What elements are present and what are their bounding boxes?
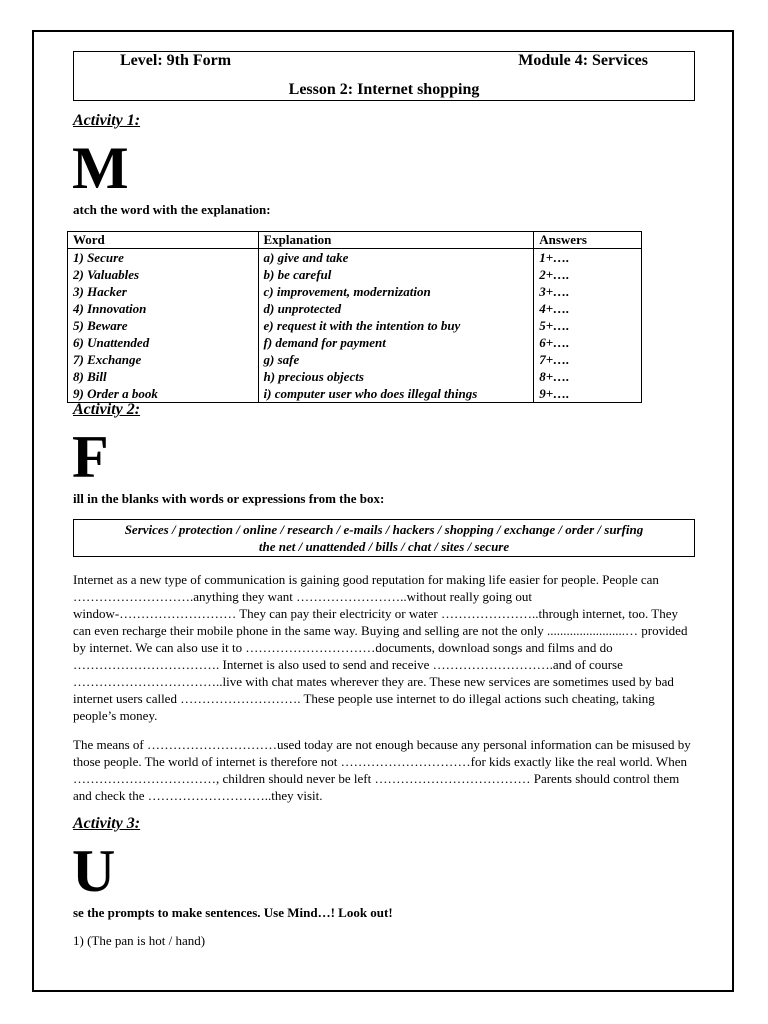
explanation-cell: d) unprotected xyxy=(258,300,534,317)
activity-3-title: Activity 3: xyxy=(73,815,141,832)
column-header-answers: Answers xyxy=(534,232,642,249)
activity-1-instruction: atch the word with the explanation: xyxy=(73,202,271,217)
activity-2-instruction: ill in the blanks with words or expressions from the box: xyxy=(73,491,385,506)
table-row xyxy=(68,385,642,403)
table-row xyxy=(68,283,642,300)
lesson-title: Lesson 2: Internet shopping xyxy=(288,81,480,98)
answer-cell: 6+…. xyxy=(534,334,642,351)
activity-2-title: Activity 2: xyxy=(73,401,141,418)
word-cell: 3) Hacker xyxy=(68,283,259,300)
page-border xyxy=(32,30,734,992)
explanation-cell: h) precious objects xyxy=(258,368,534,385)
matching-table xyxy=(67,231,642,403)
activity-1-dropcap: M xyxy=(72,135,129,201)
word-box-line-2: the net / unattended / bills / chat / sites / secure xyxy=(258,539,510,554)
word-box xyxy=(73,519,695,557)
column-header-word: Word xyxy=(68,232,259,249)
answer-cell: 4+…. xyxy=(534,300,642,317)
word-cell: 1) Secure xyxy=(68,249,259,267)
explanation-cell: f) demand for payment xyxy=(258,334,534,351)
activity-3-instruction: se the prompts to make sentences. Use Mind…! Look out! xyxy=(73,905,393,920)
word-cell: 6) Unattended xyxy=(68,334,259,351)
prompt-1: 1) (The pan is hot / hand) xyxy=(73,933,206,948)
word-cell: 5) Beware xyxy=(68,317,259,334)
activity-1-title: Activity 1: xyxy=(73,112,141,129)
explanation-cell: e) request it with the intention to buy xyxy=(258,317,534,334)
explanation-cell: c) improvement, modernization xyxy=(258,283,534,300)
module-label: Module 4: Services xyxy=(518,52,648,69)
table-row xyxy=(68,368,642,385)
explanation-cell: i) computer user who does illegal things xyxy=(258,385,534,403)
table-row xyxy=(68,351,642,368)
activity-2-dropcap: F xyxy=(72,424,109,490)
explanation-cell: b) be careful xyxy=(258,266,534,283)
answer-cell: 7+…. xyxy=(534,351,642,368)
table-row xyxy=(68,300,642,317)
table-row xyxy=(68,249,642,267)
word-cell: 7) Exchange xyxy=(68,351,259,368)
answer-cell: 5+…. xyxy=(534,317,642,334)
level-label: Level: 9th Form xyxy=(120,52,232,69)
word-box-line-1: Services / protection / online / research / e-mails / hackers / shopping / exchange / order / surfing xyxy=(124,522,644,537)
explanation-cell: g) safe xyxy=(258,351,534,368)
table-row xyxy=(68,266,642,283)
fill-in-paragraph-2: The means of …………………………used today are not enough because any personal information can be misused by those people. The world of internet is therefore not …………………………for kids exactly like the real world. When ……………………………, children should never be left ……………………………… Parents should control them and check the ………………………..they visit. xyxy=(73,737,691,803)
table-row xyxy=(68,334,642,351)
answer-cell: 9+…. xyxy=(534,385,642,403)
answer-cell: 8+…. xyxy=(534,368,642,385)
answer-cell: 3+…. xyxy=(534,283,642,300)
header-box xyxy=(73,51,695,101)
word-cell: 4) Innovation xyxy=(68,300,259,317)
table-row xyxy=(68,317,642,334)
fill-in-paragraph-1: Internet as a new type of communication is gaining good reputation for making life easier for people. People can ……………………….anything they want ……………………..without really going out window-……………………… They can pay their electricity or water …………………..through internet, too. They can even recharge their mobile phone in the same way. Buying and selling are not the only ........................… provided by internet. We can also use it to …………………………documents, download songs and films and do ……………………………. Internet is also used to send and receive ……………………….and of course ……………………………..live with chat mates wherever they are. These new services are sometimes used by bad internet users called ………………………. These people use internet to do illegal actions such cheating, taking people’s money. xyxy=(73,572,688,723)
word-cell: 2) Valuables xyxy=(68,266,259,283)
word-cell: 9) Order a book xyxy=(68,385,259,403)
word-cell: 8) Bill xyxy=(68,368,259,385)
column-header-explanation: Explanation xyxy=(258,232,534,249)
answer-cell: 2+…. xyxy=(534,266,642,283)
answer-cell: 1+…. xyxy=(534,249,642,267)
table-header-row xyxy=(68,232,642,249)
activity-3-dropcap: U xyxy=(72,838,116,904)
explanation-cell: a) give and take xyxy=(258,249,534,267)
